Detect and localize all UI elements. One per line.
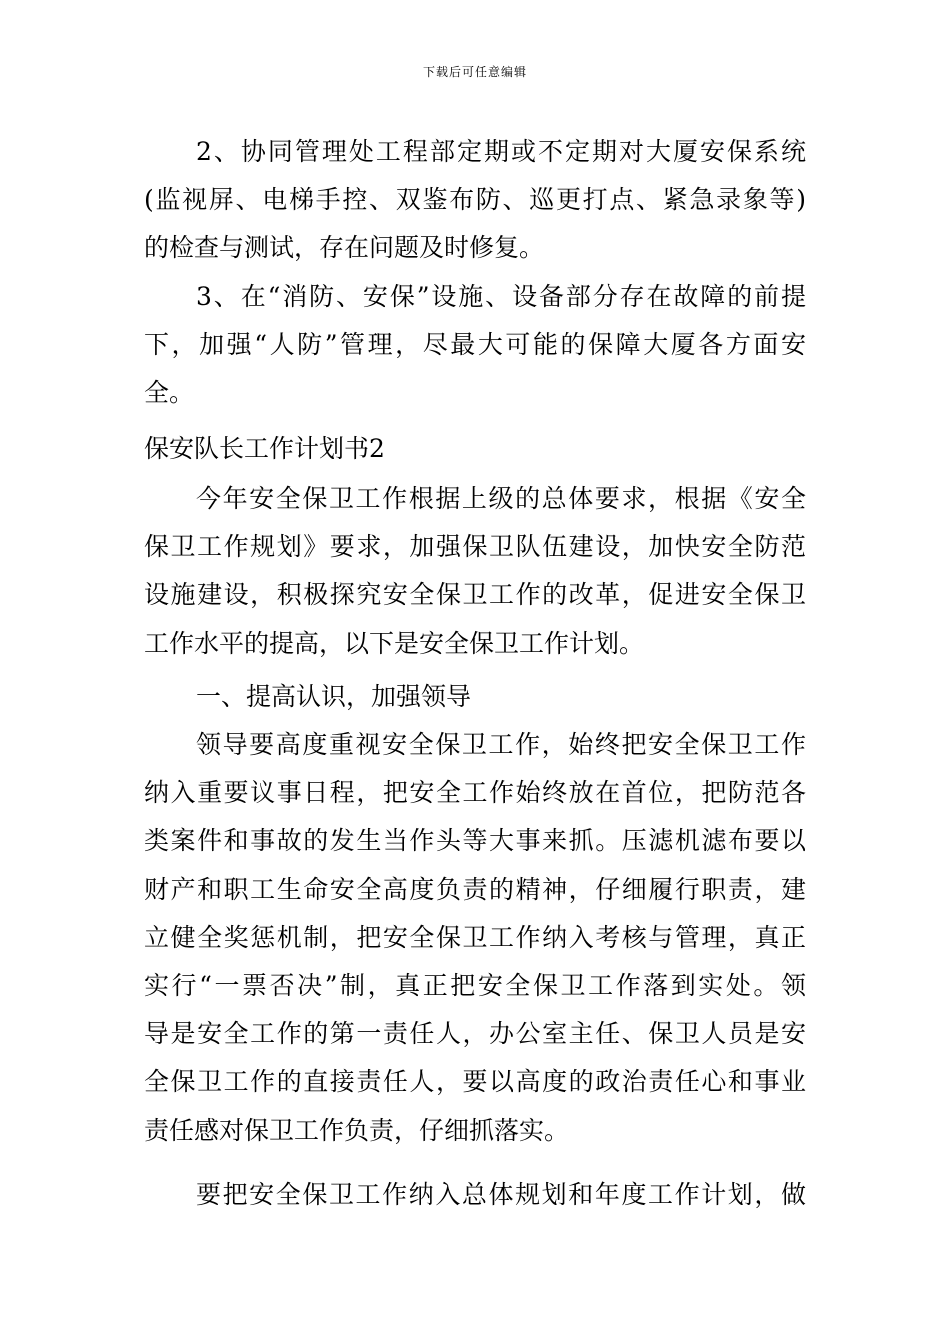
- paragraph-line: 责任感对保卫工作负责，仔细抓落实。: [144, 1115, 570, 1145]
- paragraph-item-2: [144, 128, 806, 273]
- paragraph-line: (监视屏、电梯手控、双鉴布防、巡更打点、紧急录象等): [144, 185, 806, 215]
- subheading-text: 一、提高认识，加强领导: [196, 682, 472, 711]
- section-title: [144, 425, 806, 473]
- header-note: 下载后可任意编辑: [422, 65, 527, 79]
- paragraph-line: 全。: [144, 378, 195, 408]
- paragraph-line: 要把安全保卫工作纳入总体规划和年度工作计划，做: [196, 1180, 806, 1209]
- paragraph-line: 类案件和事故的发生当作头等大事来抓。压滤机滤布要以: [144, 826, 806, 856]
- paragraph-leadership: [144, 721, 806, 1155]
- paragraph-line: 2、协同管理处工程部定期或不定期对大厦安保系统: [196, 137, 806, 166]
- paragraph-line: 纳入重要议事日程，把安全工作始终放在首位，把防范各: [144, 778, 806, 808]
- paragraph-line: 工作水平的提高，以下是安全保卫工作计划。: [144, 628, 645, 658]
- paragraph-line: 保卫工作规划》要求，加强保卫队伍建设，加快安全防范: [144, 532, 806, 562]
- subheading: [144, 673, 806, 721]
- paragraph-line: 导是安全工作的第一责任人，办公室主任、保卫人员是安: [144, 1019, 806, 1049]
- paragraph-line: 财产和职工生命安全高度负责的精神，仔细履行职责，建: [144, 874, 806, 904]
- paragraph-line: 领导要高度重视安全保卫工作，始终把安全保卫工作: [196, 730, 806, 759]
- paragraph-line: 实行“一票否决”制，真正把安全保卫工作落到实处。领: [144, 970, 806, 1000]
- paragraph-line: 的检查与测试，存在问题及时修复。: [144, 233, 545, 263]
- paragraph-intro: [144, 475, 806, 668]
- paragraph-line: 下，加强“人防”管理，尽最大可能的保障大厦各方面安: [144, 330, 806, 360]
- paragraph-line: 今年安全保卫工作根据上级的总体要求，根据《安全: [196, 484, 806, 513]
- paragraph-line: 设施建设，积极探究安全保卫工作的改革，促进安全保卫: [144, 580, 806, 610]
- paragraph-item-3: [144, 273, 806, 418]
- paragraph-line: 3、在“消防、安保”设施、设备部分存在故障的前提: [196, 282, 806, 311]
- section-title-text: 保安队长工作计划书2: [144, 434, 385, 463]
- paragraph-line: 立健全奖惩机制，把安全保卫工作纳入考核与管理，真正: [144, 922, 806, 952]
- paragraph-planning: [144, 1171, 806, 1219]
- paragraph-line: 全保卫工作的直接责任人，要以高度的政治责任心和事业: [144, 1067, 806, 1097]
